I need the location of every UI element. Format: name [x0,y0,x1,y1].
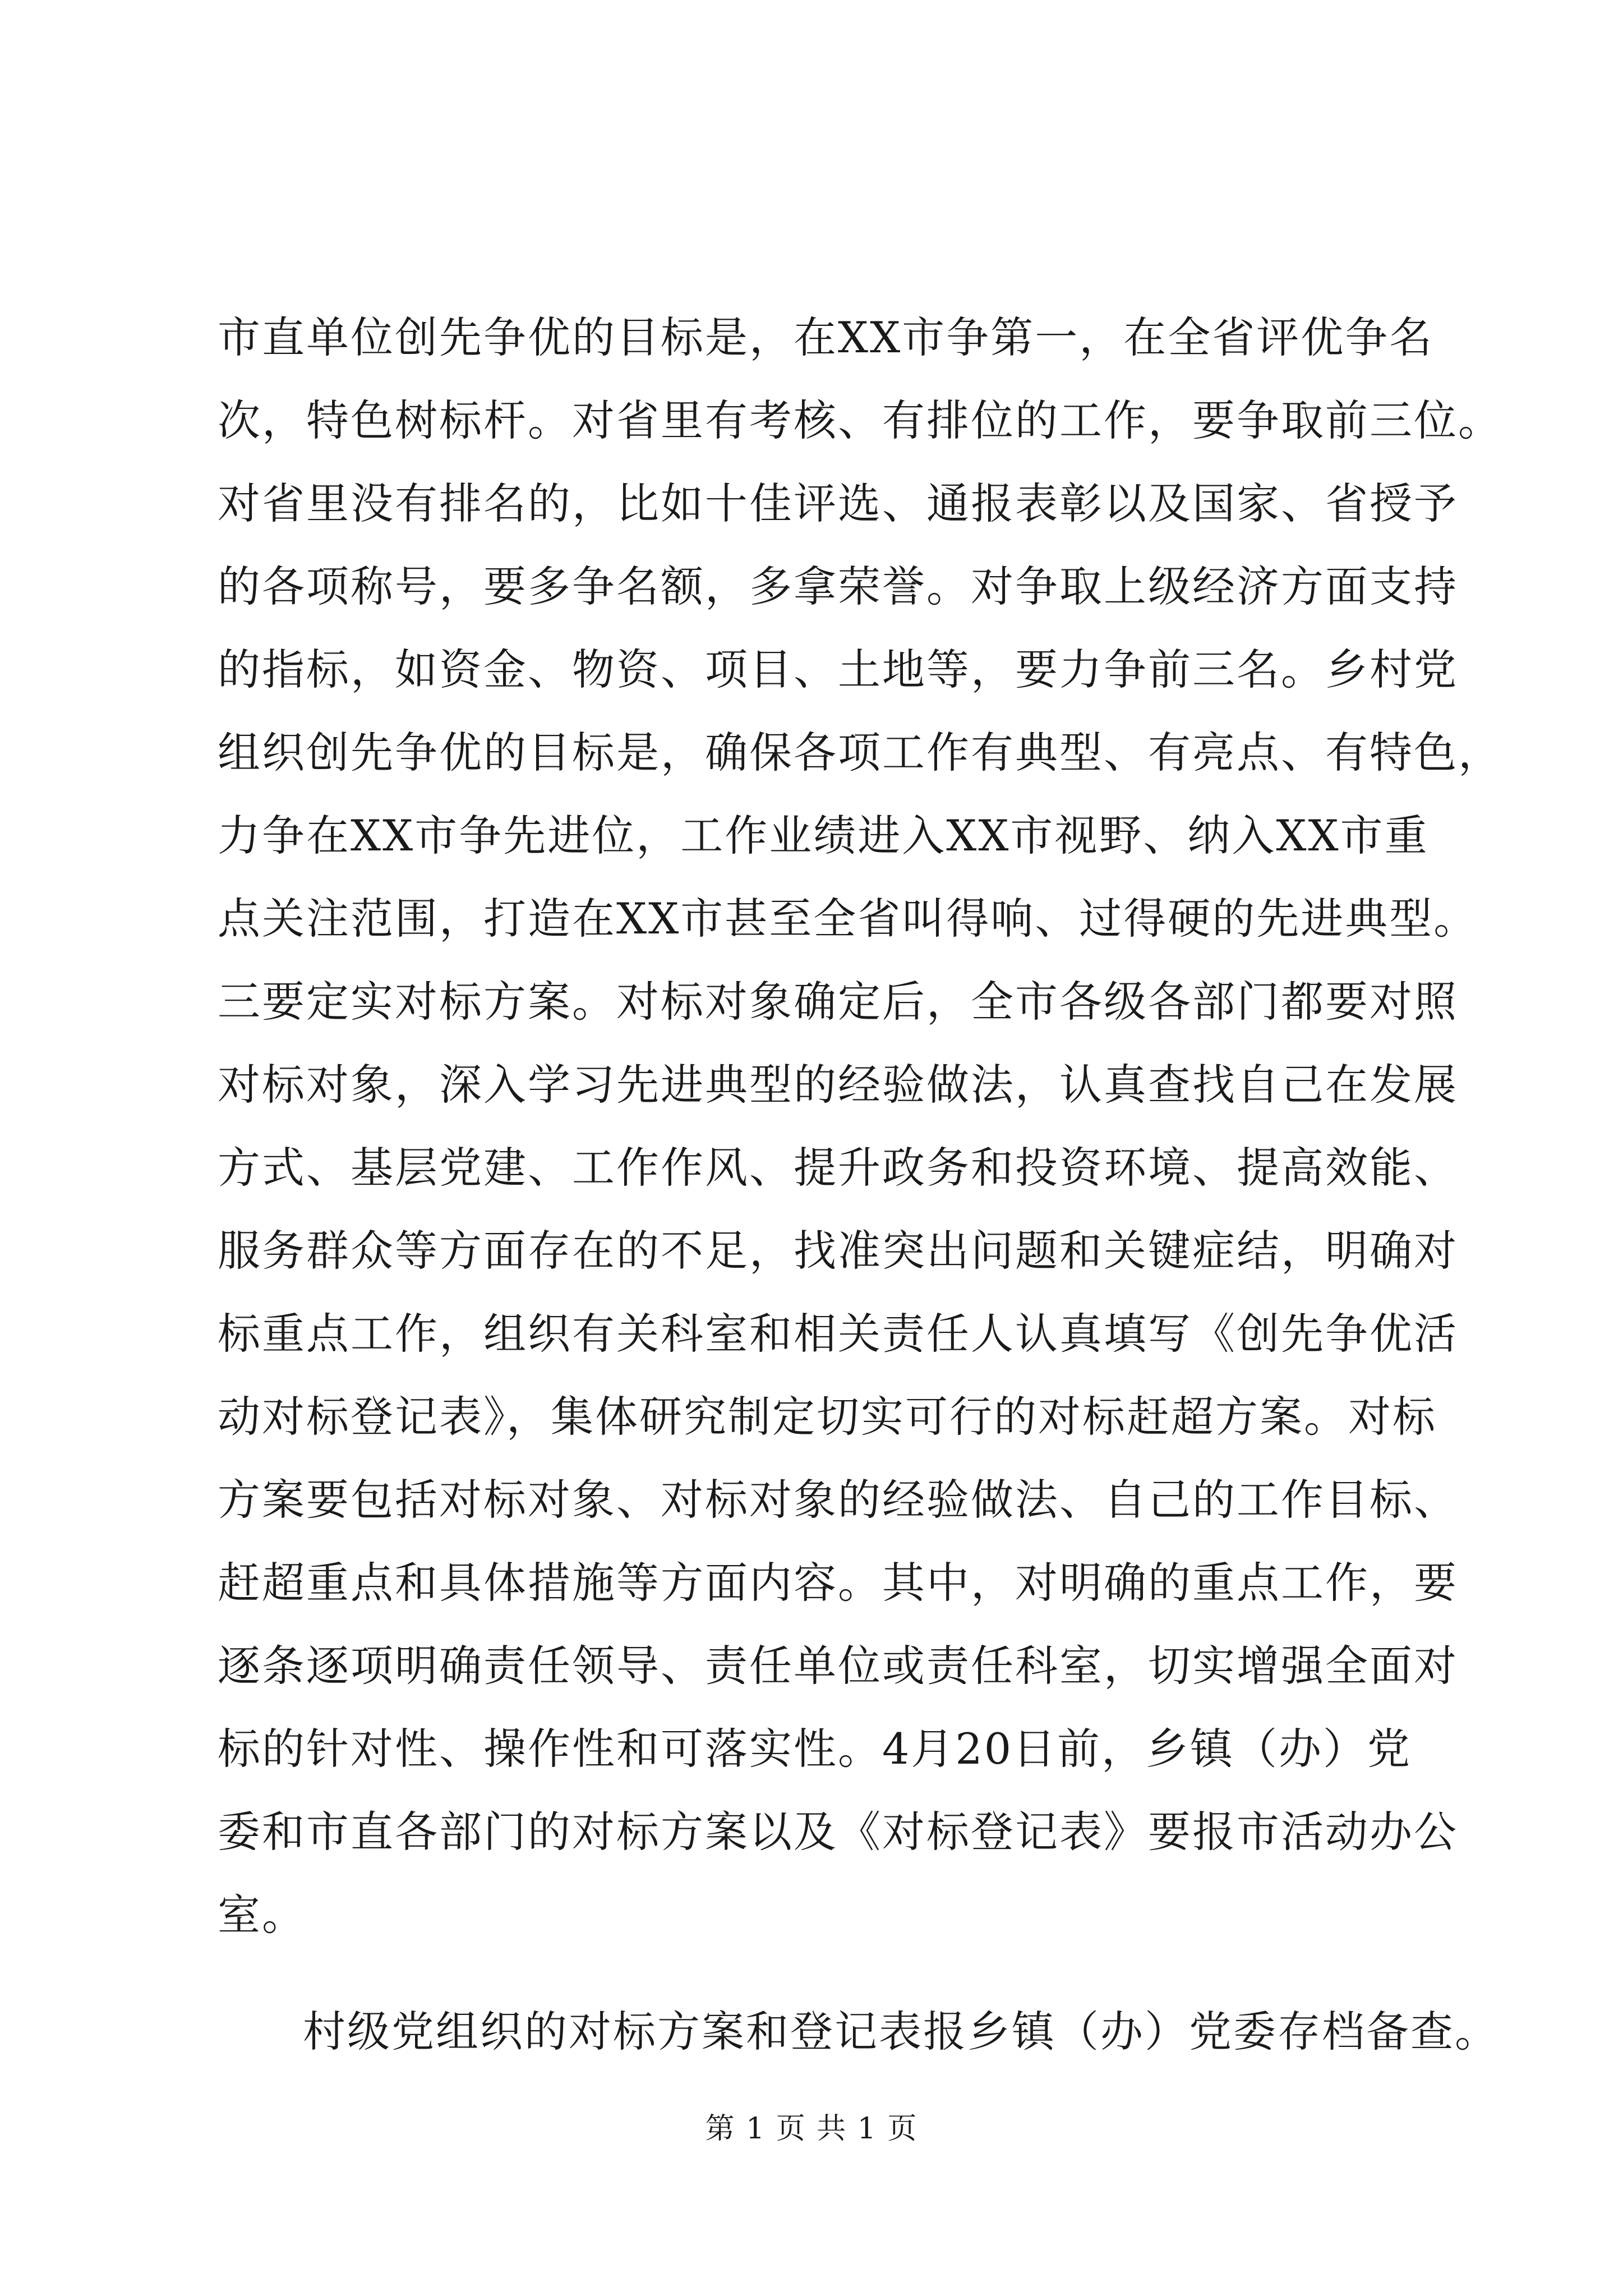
paragraph-line: 点关注范围，打造在XX市甚至全省叫得响、过得硬的先进典型。 [218,894,1478,944]
paragraph-line: 标重点工作，组织有关科室和相关责任人认真填写《创先争优活 [218,1309,1458,1359]
paragraph-line: 委和市直各部门的对标方案以及《对标登记表》要报市活动办公 [218,1807,1458,1857]
paragraph-line: 服务群众等方面存在的不足，找准突出问题和关键症结，明确对 [218,1226,1458,1276]
second-paragraph: 村级党组织的对标方案和登记表报乡镇（办）党委存档备查。 [303,2007,1499,2056]
paragraph-line: 逐条逐项明确责任领导、责任单位或责任科室，切实增强全面对 [218,1641,1458,1691]
paragraph-line: 三要定实对标方案。对标对象确定后，全市各级各部门都要对照 [218,977,1458,1027]
paragraph-line: 室。 [218,1890,306,1940]
paragraph-line: 方式、基层党建、工作作风、提升政务和投资环境、提高效能、 [218,1143,1458,1193]
document-body [218,296,1502,2073]
paragraph-line: 方案要包括对标对象、对标对象的经验做法、自己的工作目标、 [218,1475,1458,1525]
paragraph-gap [218,1957,1423,1990]
paragraph-line: 标的针对性、操作性和可落实性。4月20日前，乡镇（办）党 [218,1724,1412,1774]
paragraph-line: 动对标登记表》，集体研究制定切实可行的对标赶超方案。对标 [218,1392,1437,1442]
paragraph-line: 赶超重点和具体措施等方面内容。其中，对明确的重点工作，要 [218,1558,1458,1608]
paragraph-line: 力争在XX市争先进位，工作业绩进入XX市视野、纳入XX市重 [218,811,1429,861]
paragraph-line: 对标对象，深入学习先进典型的经验做法，认真查找自己在发展 [218,1060,1458,1110]
paragraph-line: 的指标，如资金、物资、项目、土地等，要力争前三名。乡村党 [218,645,1458,694]
paragraph-line: 的各项称号，要多争名额，多拿荣誉。对争取上级经济方面支持 [218,562,1458,611]
paragraph-line: 对省里没有排名的，比如十佳评选、通报表彰以及国家、省授予 [218,478,1458,528]
paragraph-line: 组织创先争优的目标是，确保各项工作有典型、有亮点、有特色， [218,728,1502,777]
page-footer: 第 1 页 共 1 页 [705,2112,918,2146]
paragraph-line: 次，特色树标杆。对省里有考核、有排位的工作，要争取前三位。 [218,395,1502,445]
paragraph-line: 市直单位创先争优的目标是，在XX市争第一，在全省评优争名 [218,312,1434,362]
